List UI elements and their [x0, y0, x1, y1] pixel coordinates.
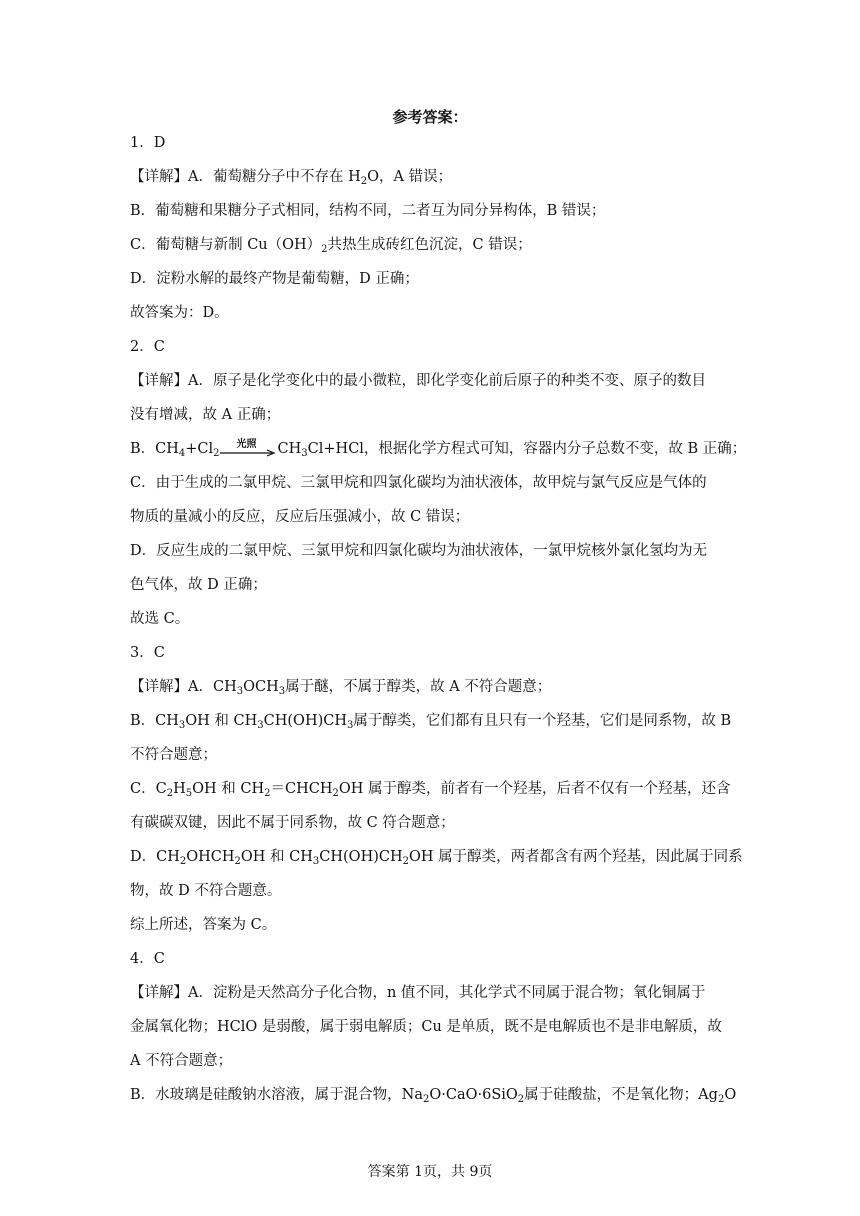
q4-number: 4．C — [130, 951, 165, 967]
q3-option-d-line1: D．$CH_2OHCH_2OH$ 和 $CH_3CH(OH)CH_2OH$ 属于醇类，两者都含有两个羟基，因此属于同系 — [130, 849, 743, 867]
q3-option-c-line2: 有碳碳双键，因此不属于同系物，故 C 符合题意； — [130, 815, 455, 831]
q2-option-b: B．$CH_4+Cl_2$ 光照 $CH_3Cl+HCl$，根据化学方程式可知，容器内分子总数不变，故 B 正确； — [130, 439, 746, 459]
q1-conclusion: 故答案为：D。 — [130, 305, 229, 321]
q3-conclusion: 综上所述，答案为 C。 — [130, 917, 277, 933]
q3-option-c-line1: C．$C_2H_5OH$ 和 $CH_2=CHCH_2OH$ 属于醇类，前者有一个羟基，后者不仅有一个羟基，还含 — [130, 781, 731, 799]
q2-option-c-line2: 物质的量减小的反应，反应后压强减小，故 C 错误； — [130, 509, 470, 525]
q1-option-b: B．葡萄糖和果糖分子式相同，结构不同，二者互为同分异构体，B 错误； — [130, 203, 606, 219]
reaction-condition: 光照 — [236, 439, 257, 450]
q3-option-a: 【详解】A．$CH_3OCH_3$属于醚，不属于醇类，故 A 不符合题意； — [130, 679, 552, 697]
page-title: 参考答案： — [392, 108, 468, 126]
q2-option-a-line2: 没有增减，故 A 正确； — [130, 407, 281, 423]
q4-option-a-line2: 金属氧化物；HClO 是弱酸，属于弱电解质；Cu 是单质，既不是电解质也不是非电解质，故 — [130, 1019, 722, 1035]
q4-option-a-line3: A 不符合题意； — [130, 1053, 233, 1069]
page-footer: 答案第 1页，共 9页 — [367, 1164, 493, 1180]
q2-option-a-line1: 【详解】A．原子是化学变化中的最小微粒，即化学变化前后原子的种类不变、原子的数目 — [130, 373, 706, 389]
q2-option-d-line2: 色气体，故 D 正确； — [130, 577, 267, 593]
q2-conclusion: 故选 C。 — [130, 611, 190, 627]
q2-number: 2．C — [130, 339, 165, 355]
q3-option-b-line2: 不符合题意； — [130, 747, 217, 763]
q1-option-a: 【详解】A．葡萄糖分子中不存在 $H_2O$，A 错误； — [130, 169, 453, 187]
reaction-arrow — [220, 439, 278, 459]
q1-option-c: C．葡萄糖与新制 $Cu(OH)_2$共热生成砖红色沉淀，C 错误； — [130, 237, 532, 255]
q1-number: 1．D — [130, 135, 166, 151]
arrow-icon — [220, 449, 278, 457]
q3-option-d-line2: 物，故 D 不符合题意。 — [130, 883, 282, 899]
q1-option-d: D．淀粉水解的最终产物是葡萄糖，D 正确； — [130, 271, 419, 287]
q2-option-d-line1: D．反应生成的二氯甲烷、三氯甲烷和四氯化碳均为油状液体，一氯甲烷核外氯化氢均为无 — [130, 543, 708, 559]
q2-option-c-line1: C．由于生成的二氯甲烷、三氯甲烷和四氯化碳均为油状液体，故甲烷与氯气反应是气体的 — [130, 475, 707, 491]
q3-number: 3．C — [130, 645, 165, 661]
q4-option-b: B．水玻璃是硅酸钠水溶液，属于混合物，$Na_2O\cdot CaO\cdot 6SiO_2$属于硅酸盐，不是氧化物；$Ag_2O$ — [130, 1087, 737, 1105]
q4-option-a-line1: 【详解】A．淀粉是天然高分子化合物，n 值不同，其化学式不同属于混合物；氧化铜属于 — [130, 985, 706, 1001]
q3-option-b-line1: B．$CH_3OH$ 和 $CH_3CH(OH)CH_3$属于醇类，它们都有且只有一个羟基，它们是同系物，故 B — [130, 713, 732, 731]
